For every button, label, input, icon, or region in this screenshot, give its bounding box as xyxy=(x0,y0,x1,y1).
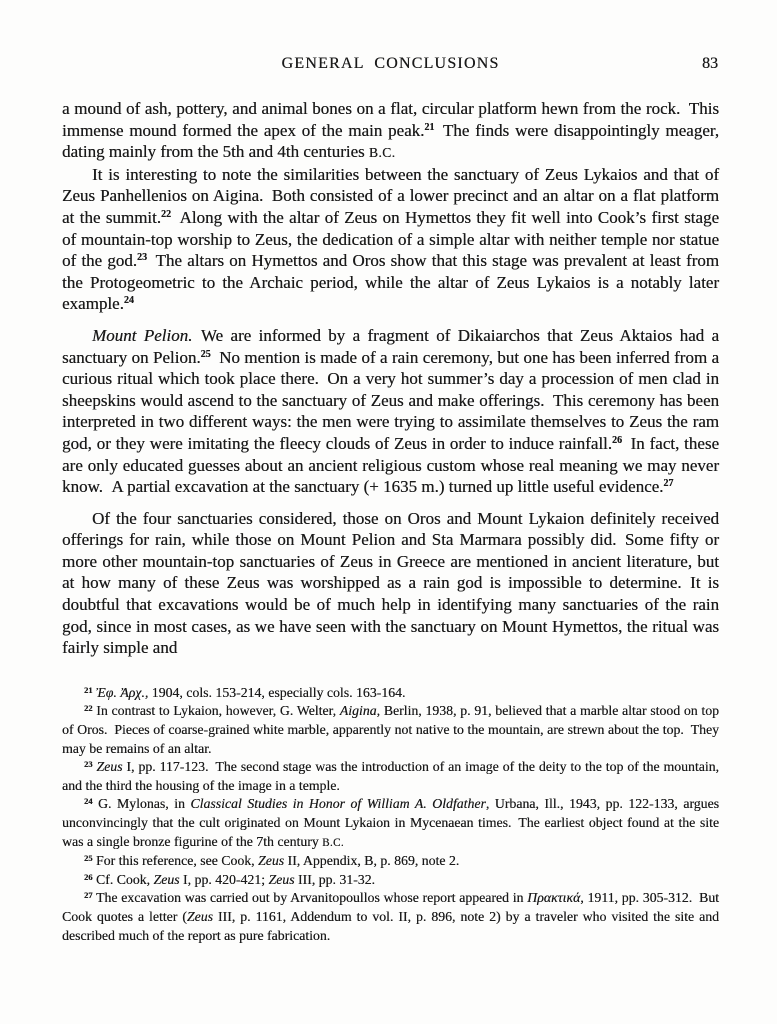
footnote-ref: 25 xyxy=(84,853,93,864)
text-segment: III, p. 1161, Addendum to vol. II, p. 896, note 2) by a traveler who visited the site and described much of the report as pure fabrication. xyxy=(62,908,719,943)
text-segment: No mention is made of a rain ceremony, but one has been inferred from a curious ritual which took place there. On a very hot summer’s day a procession of men clad in sheepskins would ascend to the sanctuary of Zeus and make offerings. This ceremony has been interpreted in two different ways: the men were trying to assimilate themselves to Zeus the ram god, or they were imitating the fleecy clouds of Zeus in order to induce rainfall. xyxy=(62,347,719,453)
footnote xyxy=(62,758,719,795)
footnote xyxy=(62,871,719,890)
footnote-section xyxy=(62,684,719,945)
footnote-ref: 22 xyxy=(161,208,171,220)
running-head xyxy=(62,55,719,75)
text-segment: III, pp. 31-32. xyxy=(294,871,375,887)
text-segment: Zeus xyxy=(153,871,180,887)
text-segment: , Urbana, Ill., 1943, pp. 122-133, argues unconvincingly that the cult originated on Mount Lykaion in Mycenaean times. The earliest object found at the site was a single bronze figurine of the 7th century xyxy=(62,796,720,849)
page-title: GENERAL CONCLUSIONS xyxy=(281,55,500,72)
paragraph xyxy=(62,164,719,315)
footnote-ref: 21 xyxy=(84,684,93,695)
text-segment: I, pp. 117-123. The second stage was the introduction of an image of the deity to the top of the mountain, and the third the housing of the image in a temple. xyxy=(62,759,720,793)
text-segment: We are informed by a fragment of Dikaiarchos that Zeus Aktaios had a sanctuary on Pelion. xyxy=(62,325,719,367)
text-segment: B.C. xyxy=(322,836,344,849)
footnote xyxy=(62,795,719,852)
text-segment: Mount Pelion. xyxy=(92,325,193,345)
footnote-ref: 23 xyxy=(84,759,93,770)
footnote-ref: 23 xyxy=(137,252,148,264)
footnote-ref: 27 xyxy=(663,478,674,490)
text-segment: Zeus xyxy=(268,871,295,887)
text-segment: In fact, these are only educated guesses about an ancient religious custom whose real meaning we may never know. A partial excavation at the sanctuary (+ 1635 m.) turned up little useful evidence. xyxy=(62,433,719,497)
text-segment: In contrast to Lykaion, however, G. Welter, xyxy=(92,703,340,719)
text-segment: Of the four sanctuaries considered, those on Oros and Mount Lykaion definitely received offerings for rain, while those on Mount Pelion and Sta Marmara possibly did. Some fifty or more other mountain-top sanctuaries of Zeus in Greece are mentioned in ancient literature, but at how many of these Zeus was worshipped as a rain god is impossible to determine. It is doubtful that excavations would be of much help in identifying many sanctuaries of the rain god, since in most cases, as we have seen with the sanctuary on Mount Hymettos, the ritual was fairly simple and xyxy=(62,508,719,658)
text-segment: Aigina xyxy=(339,703,377,719)
paragraph xyxy=(62,508,719,659)
text-segment: The excavation was carried out by Arvanitopoullos whose report appeared in xyxy=(92,890,528,906)
paragraph xyxy=(62,325,719,498)
text-segment: Classical Studies in Honor of William A. Oldfather xyxy=(190,796,486,812)
footnote xyxy=(62,889,719,945)
footnote-ref: 21 xyxy=(424,121,435,133)
text-segment: B.C. xyxy=(368,145,396,161)
page-content xyxy=(62,55,719,945)
footnote-ref: 22 xyxy=(84,703,93,714)
text-segment: I, pp. 420-421; xyxy=(179,871,269,887)
text-segment: Ἐφ. Ἀρχ., xyxy=(95,684,149,700)
text-segment: Cf. Cook, xyxy=(92,871,154,887)
footnote xyxy=(62,852,719,871)
body-paragraphs xyxy=(62,98,719,659)
text-segment: Zeus xyxy=(258,853,285,869)
footnote-ref: 27 xyxy=(84,890,93,901)
text-segment: Zeus xyxy=(186,908,213,924)
text-segment: The altars on Hymettos and Oros show that this stage was prevalent at least from the Protogeometric to the Archaic period, while the altar of Zeus Lykaios is a notably later example. xyxy=(62,251,719,314)
text-segment: , 1911, pp. 305-312. But Cook quotes a letter ( xyxy=(62,890,719,924)
text-segment: It is interesting to note the similarities between the sanctuary of Zeus Lykaios and that of Zeus Panhellenios on Aigina. Both consisted of a lower precinct and an altar on a flat platform at the summit. xyxy=(62,164,719,227)
footnote-ref: 24 xyxy=(123,295,134,307)
text-segment: a mound of ash, pottery, and animal bones on a flat, circular platform hewn from the rock. This immense mound formed the apex of the main peak. xyxy=(62,99,719,140)
text-segment: The finds were disappointingly meager, dating mainly from the 5th and 4th centuries xyxy=(62,120,720,162)
text-segment: Zeus xyxy=(96,759,123,775)
footnote-ref: 26 xyxy=(84,871,93,882)
footnote-ref: 24 xyxy=(84,796,93,807)
footnote xyxy=(62,684,719,703)
footnote xyxy=(62,702,719,758)
text-segment: For this reference, see Cook, xyxy=(92,853,259,869)
text-segment: 1904, cols. 153-214, especially cols. 163-164. xyxy=(148,684,406,700)
text-segment: II, Appendix, B, p. 869, note 2. xyxy=(284,853,460,869)
footnote-ref: 25 xyxy=(200,348,211,360)
text-segment: G. Mylonas, in xyxy=(92,796,191,812)
page-number: 83 xyxy=(702,55,718,72)
footnote-ref: 26 xyxy=(612,434,623,446)
text-segment: Along with the altar of Zeus on Hymettos they fit well into Cook’s first stage of mountain-top worship to Zeus, the dedication of a simple altar with neither temple nor statue of the god. xyxy=(62,207,719,271)
text-segment: Πρακτικά xyxy=(527,890,581,906)
text-segment: , Berlin, 1938, p. 91, believed that a marble altar stood on top of Oros. Pieces of coarse-grained white marble, apparently not native to the mountain, are strewn about the top. They may be remains of an altar. xyxy=(62,703,719,756)
paragraph xyxy=(62,98,719,164)
